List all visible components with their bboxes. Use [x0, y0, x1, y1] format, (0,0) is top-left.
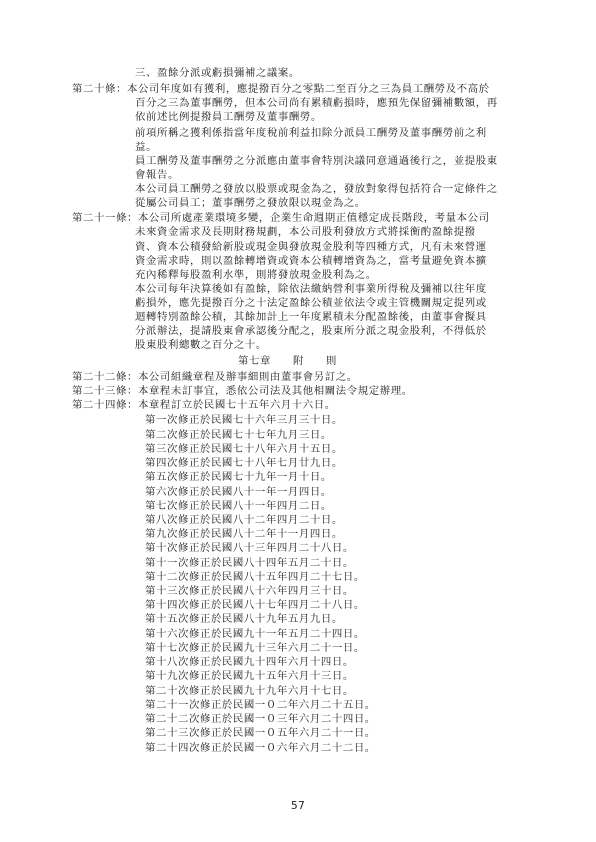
page-number: 57: [291, 800, 306, 812]
article-20-line-8: 本公司員工酬勞之發放以股票或現金為之，發放對象得包括符合一定條件之: [135, 183, 498, 195]
article-20-line-5: 益。: [135, 141, 157, 153]
article-20-line-9: 從屬公司員工；董事酬勞之發放限以現金為之。: [135, 197, 366, 209]
amendment-7: 第七次修正於民國八十一年四月二日。: [145, 500, 332, 512]
article-21-line-9: 分派辦法，提請股東會承認後分配之，股東所分派之現金股利，不得低於: [135, 325, 487, 337]
article-21-line-8: 迴轉特別盈餘公積，其餘加計上一年度累積未分配盈餘後，由董事會擬具: [135, 311, 487, 323]
amendment-14: 第十四次修正於民國八十七年四月二十八日。: [145, 599, 365, 611]
article-21-line-4: 資金需求時，則以盈餘轉增資或資本公積轉增資為之，當考量避免資本擴: [135, 255, 487, 267]
amendment-11: 第十一次修正於民國八十四年五月二十日。: [145, 557, 354, 569]
article-21-line-6: 本公司每年決算後如有盈餘，除依法繳納營利事業所得稅及彌補以往年度: [135, 283, 487, 295]
amendment-5: 第五次修正於民國七十九年一月十日。: [145, 471, 332, 483]
article-21-line-10: 股東股利總數之百分之十。: [135, 339, 267, 351]
article-20-line-3: 依前述比例提撥員工酬勞及董事酬勞。: [135, 111, 322, 123]
article-20-line-6: 員工酬勞及董事酬勞之分派應由董事會特別決議同意通過後行之，並提股東: [135, 155, 498, 167]
amendment-21: 第二十一次修正於民國一０二年六月二十五日。: [145, 699, 376, 711]
amendment-8: 第八次修正於民國八十二年四月二十日。: [145, 514, 343, 526]
article-21-line-3: 資、資本公積發給新股或現金與發放現金股利等四種方式，凡有未來營運: [135, 241, 487, 253]
amendment-10: 第十次修正於民國八十三年四月二十八日。: [145, 542, 354, 554]
amendment-2: 第二次修正於民國七十七年九月三日。: [145, 429, 332, 441]
amendment-3: 第三次修正於民國七十八年六月十五日。: [145, 443, 343, 455]
amendment-18: 第十八次修正於民國九十四年六月十四日。: [145, 656, 354, 668]
article-24-enactment: 第二十四條：本章程訂立於民國七十五年六月十六日。: [72, 399, 336, 411]
article-20-line-2: 百分之三為董事酬勞，但本公司尚有累積虧損時，應預先保留彌補數額，再: [135, 97, 498, 109]
amendment-13: 第十三次修正於民國八十六年四月三十日。: [145, 585, 354, 597]
article-21-line-7: 虧損外，應先提撥百分之十法定盈餘公積並依法令或主管機關規定提列或: [135, 297, 487, 309]
amendment-4: 第四次修正於民國七十八年七月廿九日。: [145, 457, 343, 469]
amendment-19: 第十九次修正於民國九十五年六月十三日。: [145, 670, 354, 682]
amendment-1: 第一次修正於民國七十六年三月三十日。: [145, 414, 343, 426]
amendment-24: 第二十四次修正於民國一０六年六月二十二日。: [145, 742, 376, 754]
amendment-15: 第十五次修正於民國八十九年五月九日。: [145, 613, 343, 625]
amendment-12: 第十二次修正於民國八十五年四月二十七日。: [145, 571, 365, 583]
article-20-line-4: 前項所稱之獲利係指當年度稅前利益扣除分派員工酬勞及董事酬勞前之利: [135, 127, 487, 139]
amendment-22: 第二十二次修正於民國一０三年六月二十四日。: [145, 713, 376, 725]
amendment-16: 第十六次修正於民國九十一年五月二十四日。: [145, 628, 365, 640]
article-20-line-1: 第二十條：本公司年度如有獲利，應提撥百分之零點二至百分之三為員工酬勞及不高於: [72, 83, 490, 95]
amendment-23: 第二十三次修正於民國一０五年六月二十一日。: [145, 727, 376, 739]
article-21-line-1: 第二十一條：本公司所處產業環境多變，企業生命週期正值穩定成長階段，考量本公司: [72, 212, 490, 224]
chapter-heading: 第七章 附 則: [238, 355, 337, 367]
article-23: 第二十三條：本章程未訂事宜，悉依公司法及其他相關法令規定辦理。: [72, 385, 413, 397]
article-21-line-5: 充內稀釋每股盈利水準，則將發放現金股利為之。: [135, 269, 377, 281]
article-22: 第二十二條：本公司組織章程及辦事細則由董事會另訂之。: [72, 371, 358, 383]
amendment-9: 第九次修正於民國八十二年十一月四日。: [145, 528, 343, 540]
article-21-line-2: 未來資金需求及長期財務規劃，本公司股利發放方式將採衡酌盈餘提撥: [135, 226, 476, 238]
amendment-6: 第六次修正於民國八十一年一月四日。: [145, 486, 332, 498]
amendment-17: 第十七次修正於民國九十三年六月二十一日。: [145, 642, 365, 654]
article-20-line-7: 會報告。: [135, 169, 179, 181]
amendment-20: 第二十次修正於民國九十九年六月十七日。: [145, 685, 354, 697]
clause-item-3: 三、盈餘分派或虧損彌補之議案。: [135, 67, 300, 79]
